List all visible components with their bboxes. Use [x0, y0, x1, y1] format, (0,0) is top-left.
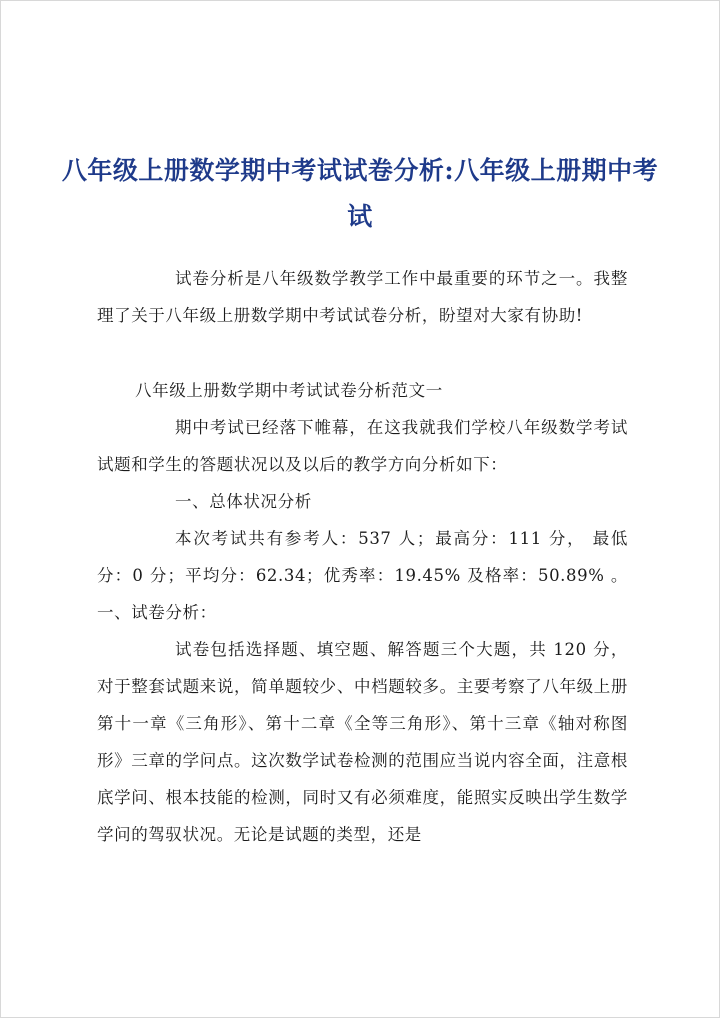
document-title: 八年级上册数学期中考试试卷分析:八年级上册期中考试 [61, 156, 659, 231]
paragraph-3: 本次考试共有参考人：537 人；最高分：111 分， 最低分：0 分；平均分：62.34；优秀率：19.45% 及格率：50.89% 。 一、试卷分析： [97, 529, 628, 622]
paragraph-gap [97, 334, 628, 372]
paragraph-1: 期中考试已经落下帷幕，在这我就我们学校八年级数学考试试题和学生的答题状况以及以后的教学方向分析如下： [97, 418, 628, 474]
document-body [97, 260, 628, 853]
paragraph-4: 试卷包括选择题、填空题、解答题三个大题，共 120 分，对于整套试题来说，简单题较少、中档题较多。主要考察了八年级上册第十一章《三角形》、第十二章《全等三角形》、第十三章《轴对称图形》三章的学问点。这次数学试卷检测的范围应当说内容全面，注意根底学问、根本技能的检测，同时又有必须难度，能照实反映出学生数学学问的驾驭状况。无论是试题的类型，还是 [97, 640, 628, 844]
section-heading: 八年级上册数学期中考试试卷分析范文一 [135, 381, 443, 400]
paragraph-2: 一、总体状况分析 [175, 492, 312, 511]
intro-paragraph: 试卷分析是八年级数学教学工作中最重要的环节之一。我整理了关于八年级上册数学期中考试试卷分析，盼望对大家有协助! [97, 269, 628, 325]
